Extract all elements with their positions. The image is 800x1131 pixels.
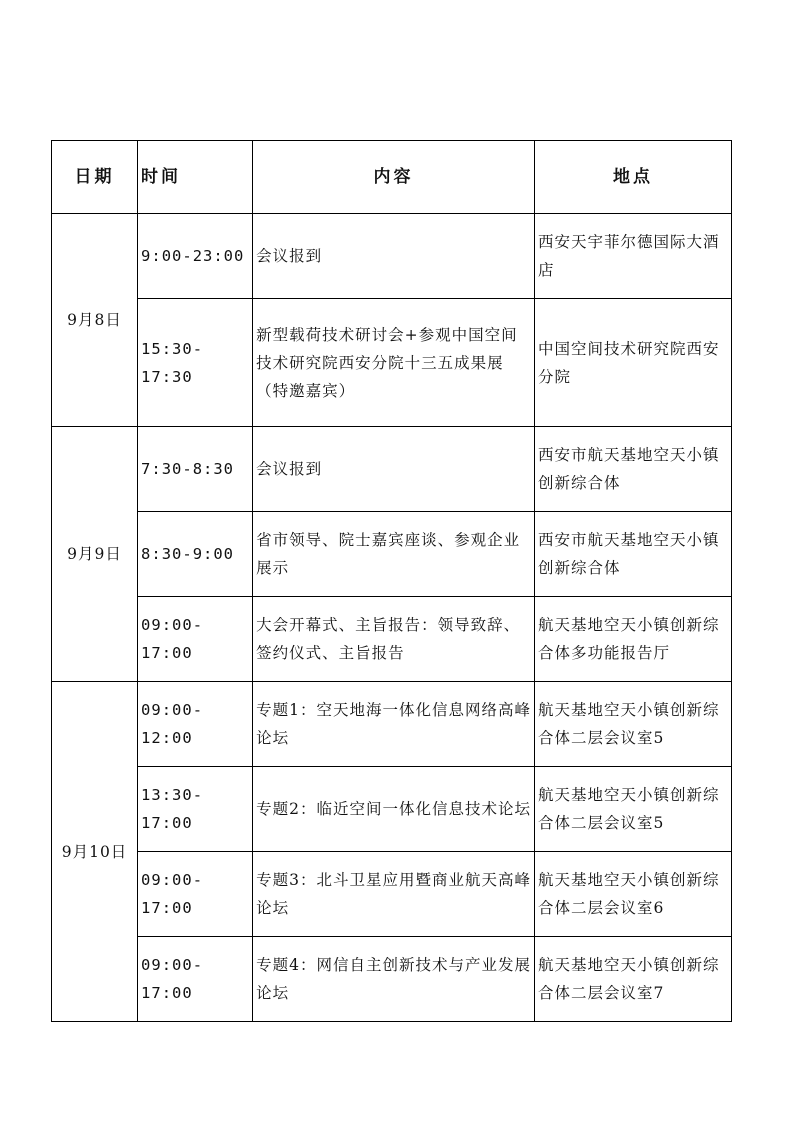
time-cell: 15:30-17:30 [138, 299, 253, 427]
venue-cell: 中国空间技术研究院西安分院 [535, 299, 732, 427]
time-cell: 13:30-17:00 [138, 767, 253, 852]
header-content: 内容 [253, 141, 535, 214]
table-row [52, 512, 732, 597]
table-row [52, 852, 732, 937]
content-cell: 专题2：临近空间一体化信息技术论坛 [253, 767, 535, 852]
time-cell: 09:00-17:00 [138, 937, 253, 1022]
header-date: 日期 [52, 141, 138, 214]
header-venue: 地点 [535, 141, 732, 214]
table-row [52, 937, 732, 1022]
time-cell: 09:00-17:00 [138, 597, 253, 682]
venue-cell: 西安天宇菲尔德国际大酒店 [535, 214, 732, 299]
time-cell: 8:30-9:00 [138, 512, 253, 597]
content-cell: 专题1：空天地海一体化信息网络高峰论坛 [253, 682, 535, 767]
table-row [52, 427, 732, 512]
time-cell: 09:00-17:00 [138, 852, 253, 937]
table-row [52, 214, 732, 299]
schedule-table [51, 140, 732, 1022]
date-cell: 9月9日 [52, 427, 138, 682]
content-cell: 专题3：北斗卫星应用暨商业航天高峰论坛 [253, 852, 535, 937]
venue-cell: 航天基地空天小镇创新综合体二层会议室5 [535, 767, 732, 852]
time-cell: 09:00-12:00 [138, 682, 253, 767]
table-row [52, 682, 732, 767]
table-row [52, 767, 732, 852]
header-row [52, 141, 732, 214]
content-cell: 专题4：网信自主创新技术与产业发展论坛 [253, 937, 535, 1022]
date-cell: 9月10日 [52, 682, 138, 1022]
header-time: 时间 [138, 141, 253, 214]
time-cell: 7:30-8:30 [138, 427, 253, 512]
content-cell: 会议报到 [253, 427, 535, 512]
venue-cell: 航天基地空天小镇创新综合体二层会议室7 [535, 937, 732, 1022]
time-cell: 9:00-23:00 [138, 214, 253, 299]
content-cell: 大会开幕式、主旨报告：领导致辞、签约仪式、主旨报告 [253, 597, 535, 682]
venue-cell: 航天基地空天小镇创新综合体多功能报告厅 [535, 597, 732, 682]
table-row [52, 597, 732, 682]
table-row [52, 299, 732, 427]
venue-cell: 航天基地空天小镇创新综合体二层会议室6 [535, 852, 732, 937]
venue-cell: 西安市航天基地空天小镇创新综合体 [535, 512, 732, 597]
content-cell: 会议报到 [253, 214, 535, 299]
date-cell: 9月8日 [52, 214, 138, 427]
venue-cell: 航天基地空天小镇创新综合体二层会议室5 [535, 682, 732, 767]
content-cell: 省市领导、院士嘉宾座谈、参观企业展示 [253, 512, 535, 597]
venue-cell: 西安市航天基地空天小镇创新综合体 [535, 427, 732, 512]
content-cell: 新型载荷技术研讨会+参观中国空间技术研究院西安分院十三五成果展（特邀嘉宾） [253, 299, 535, 427]
